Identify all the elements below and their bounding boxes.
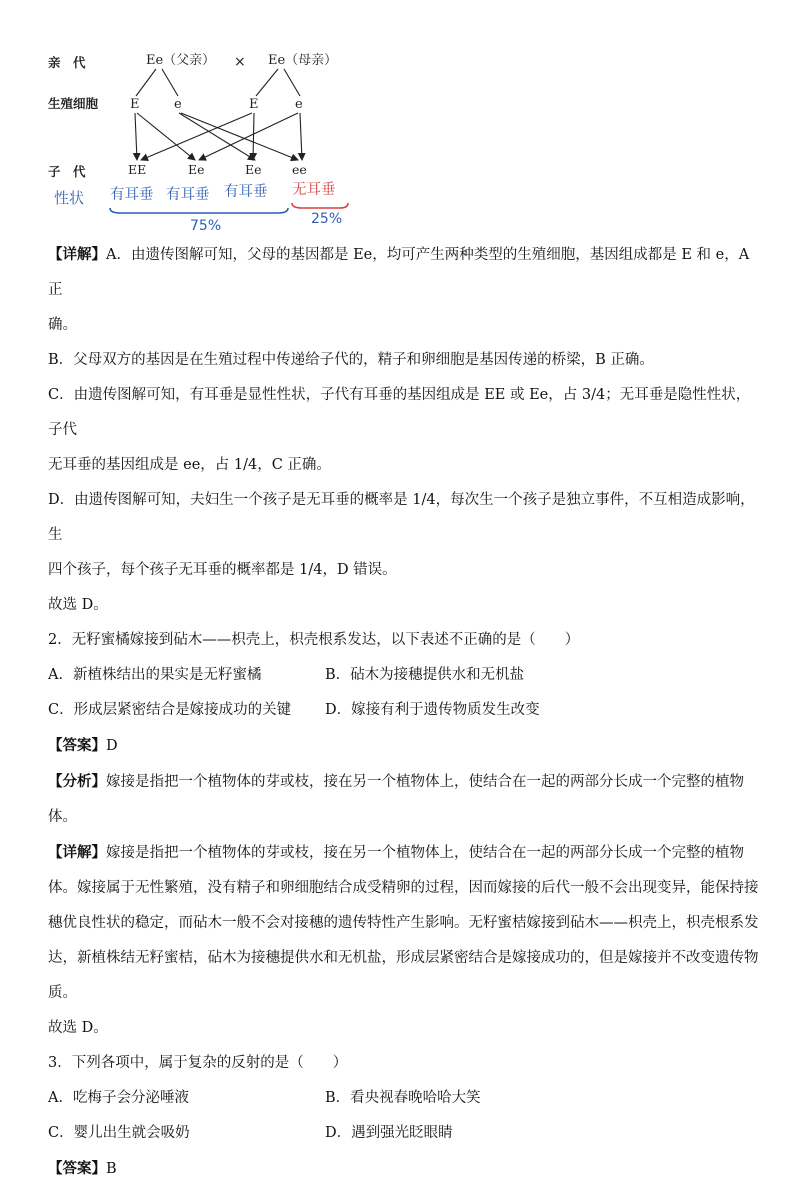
q2-stem: 2．无籽蜜橘嫁接到砧木——枳壳上，枳壳根系发达，以下表述不正确的是（ ）: [48, 632, 580, 648]
q3-answer: 【答案】B: [48, 1160, 117, 1177]
child-genotype-Ee-1: Ee: [188, 162, 205, 177]
genetics-cross-diagram: [40, 40, 380, 235]
row-label-gamete: 生殖细胞: [48, 96, 99, 111]
q3-option-d: D．遇到强光眨眼睛: [325, 1125, 453, 1141]
cross-symbol: ×: [234, 54, 246, 70]
dominant-percentage: 75%: [190, 218, 222, 234]
q2-option-b: B．砧木为接穗提供水和无机盐: [325, 667, 525, 683]
gamete-father-e: e: [174, 97, 182, 112]
fertilization-arrows: [135, 113, 302, 160]
detail1-conclusion: 故选 D。: [48, 597, 108, 613]
q2-options-row2: [48, 693, 764, 728]
trait-dominant-3: 有耳垂: [224, 184, 268, 200]
dominant-bracket: [110, 208, 288, 213]
detail-tag: 【详解】: [48, 246, 106, 263]
recessive-bracket: [292, 203, 348, 208]
q2-detail-line2: 体。嫁接属于无性繁殖，没有精子和卵细胞结合成受精卵的过程，因而嫁接的后代一般不会出现变异，能保持接: [48, 880, 759, 896]
q3-option-a: A．吃梅子会分泌唾液: [48, 1090, 189, 1106]
q2-detail-line3: 穗优良性状的稳定，而砧木一般不会对接穗的遗传特性产生影响。无籽蜜桔嫁接到砧木——枳壳上，枳壳根系发: [48, 915, 759, 931]
q2-option-a: A．新植株结出的果实是无籽蜜橘: [48, 667, 262, 683]
q2-analysis-line2: 体。: [48, 809, 77, 825]
gamete-mother-E: E: [249, 97, 259, 112]
row-label-child: 子 代: [48, 164, 86, 179]
mother-genotype: Ee（母亲）: [268, 53, 338, 68]
trait-recessive: 无耳垂: [292, 182, 336, 198]
trait-dominant-2: 有耳垂: [166, 187, 210, 203]
child-genotype-Ee-2: Ee: [245, 162, 262, 177]
q2-detail-line4: 达，新植株结无籽蜜桔，砧木为接穗提供水和无机盐，形成层紧密结合是嫁接成功的，但是嫁接并不改变遗传物: [48, 950, 759, 966]
q2-conclusion: 故选 D。: [48, 1020, 108, 1036]
child-genotype-EE: EE: [128, 162, 147, 177]
trait-dominant-1: 有耳垂: [110, 187, 154, 203]
q2-answer: 【答案】D: [48, 737, 118, 754]
father-genotype: Ee（父亲）: [146, 53, 216, 68]
gamete-mother-e: e: [295, 97, 303, 112]
detail1-option-d-line2: 四个孩子，每个孩子无耳垂的概率都是 1/4，D 错误。: [48, 562, 397, 578]
trait-label: 性状: [54, 189, 85, 207]
detail1-option-b: B．父母双方的基因是在生殖过程中传递给子代的，精子和卵细胞是基因传递的桥梁，B 正确。: [48, 352, 654, 368]
detail1-option-d-line1: D．由遗传图解可知，夫妇生一个孩子是无耳垂的概率是 1/4，每次生一个孩子是独立事件，不互相造成影响，生: [48, 492, 755, 543]
q3-options-row1: [48, 1081, 764, 1116]
document-content: [48, 237, 764, 1187]
q2-analysis-line1: 【分析】嫁接是指把一个植物体的芽或枝，接在另一个植物体上，使结合在一起的两部分长成一个完整的植物: [48, 773, 744, 790]
q2-options-row1: [48, 658, 764, 693]
child-genotype-ee: ee: [292, 162, 307, 177]
q3-option-c: C．婴儿出生就会吸奶: [48, 1125, 190, 1141]
recessive-percentage: 25%: [311, 211, 343, 227]
q3-option-b: B．看央视春晚哈哈大笑: [325, 1090, 481, 1106]
q2-detail-line1: 【详解】嫁接是指把一个植物体的芽或枝，接在另一个植物体上，使结合在一起的两部分长成一个完整的植物: [48, 844, 744, 861]
q2-option-c: C．形成层紧密结合是嫁接成功的关键: [48, 702, 292, 718]
q3-stem: 3．下列各项中，属于复杂的反射的是（ ）: [48, 1055, 348, 1071]
detail1-option-c-line1: C．由遗传图解可知，有耳垂是显性性状，子代有耳垂的基因组成是 EE 或 Ee，占 3/4；无耳垂是隐性性状，子代: [48, 387, 751, 438]
gamete-father-E: E: [130, 97, 140, 112]
detail1-line2: 确。: [48, 317, 77, 333]
row-label-parent: 亲 代: [48, 55, 86, 70]
detail1-option-c-line2: 无耳垂的基因组成是 ee，占 1/4，C 正确。: [48, 457, 331, 473]
detail1-line1: 【详解】A．由遗传图解可知，父母的基因都是 Ee，均可产生两种类型的生殖细胞，基因组成都是 E 和 e，A 正: [48, 246, 750, 298]
q3-options-row2: [48, 1116, 764, 1151]
q2-detail-line5: 质。: [48, 985, 77, 1001]
parent-gamete-lines: [136, 69, 300, 96]
q2-option-d: D．嫁接有利于遗传物质发生改变: [325, 702, 540, 718]
